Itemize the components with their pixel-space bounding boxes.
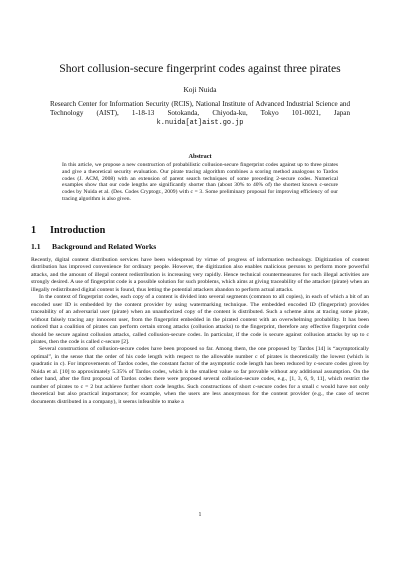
subsection-heading xyxy=(31,242,156,251)
section-title: Introduction xyxy=(50,225,106,236)
author-affiliation xyxy=(50,100,350,127)
affiliation-text: Research Center for Information Security (RCIS), National Institute of Advanced Industrial Science and Technology (AIST), 1-18-13 Sotokanda, Chiyoda-ku, Tokyo 101-0021, Japan xyxy=(50,100,350,117)
section-number: 1 xyxy=(31,225,37,236)
abstract-text: In this article, we propose a new construction of probabilistic collusion-secure fingerprint codes against up to three pirates and give a theoretical security evaluation. Our pirate tracing algorithm combines a scoring method analogous to Tardos codes (J. ACM, 2008) with an extension of parent search techniques of some preceding 2-secure codes. Numerical examples show that our code lengths are significantly shorter than (about 30% to 40% of) the shortest known c-secure codes by Nuida et al. (Des. Codes Cryptogr., 2009) with c = 3. Some preliminary proposal for improving efficiency of our tracing algorithm is also given. xyxy=(62,162,338,202)
body-paragraph: Several constructions of collusion-secure codes have been proposed so far. Among them, the one proposed by Tardos [14] is “asymptotically optimal”, in the sense that the order of his code length with respect to the allowable number c of pirates is theoretically the lowest (which is quadratic in c). For improvements of Tardos codes, the constant factor of the asymptotic code length has been reduced by c-secure codes given by Nuida et al. [10] to approximately 5.35% of Tardos codes, which is the smallest value so far provable without any additional assumption. On the other hand, after the first proposal of Tardos codes there were proposed several collusion-secure codes, e.g., [1, 3, 6, 9, 11], which restrict the number of pirates to c = 2 but achieve further short code lengths. Such constructions of short c-secure codes for a small c would have not only theoretical but also practical importance; for example, when the users are less anonymous for the content provider (e.g., the case of secret documents distributed in a company), it seems infeasible to make a xyxy=(31,346,369,405)
body-paragraph: In the context of fingerprint codes, each copy of a content is divided into several segments (common to all copies), in each of which a bit of an encoded user ID is embedded by the content provider by using watermarking technique. The embedded encoded ID (fingerprint) provides traceability of an adversarial user (pirate) when an unauthorized copy of the content is distributed. Such a scheme aims at tracing some pirate, without falsely tracing any innocent user, from the fingerprint embedded in the pirated content with an overwhelming probability. It has been noticed that a coalition of pirates can perform certain strong attacks (collusion attacks) to the fingerprint, therefore any effective fingerprint code should be secure against collusion attacks, called collusion-secure codes. In particular, if the code is secure against collusion attacks by up to c pirates, then the code is called c-secure [2]. xyxy=(31,294,369,345)
abstract-heading: Abstract xyxy=(188,153,212,160)
body-paragraph: Recently, digital content distribution services have been widespread by virtue of progress of information technology. Digitization of content distribution has improved convenience for ordinary people. However, the digitization also enables malicious persons to perform more powerful attacks, and the amount of illegal content redistribution is increasing very rapidly. Hence technical countermeasures for such illegal activities are strongly desired. A use of fingerprint code is a possible solution for such problems, which aims at giving traceability of the attacker (pirate) when an illegally redistributed digital content is found, thus letting the potential attackers abandon to perform actual attacks. xyxy=(31,257,369,293)
author-name: Koji Nuida xyxy=(183,85,217,94)
paper-title: Short collusion-secure fingerprint codes against three pirates xyxy=(59,62,341,75)
section-heading xyxy=(31,225,105,237)
page-number: 1 xyxy=(198,512,202,518)
subsection-number: 1.1 xyxy=(31,242,41,251)
author-email: k.nuida[at]aist.go.jp xyxy=(156,118,244,127)
subsection-title: Background and Related Works xyxy=(52,242,157,251)
body-text xyxy=(31,257,369,406)
